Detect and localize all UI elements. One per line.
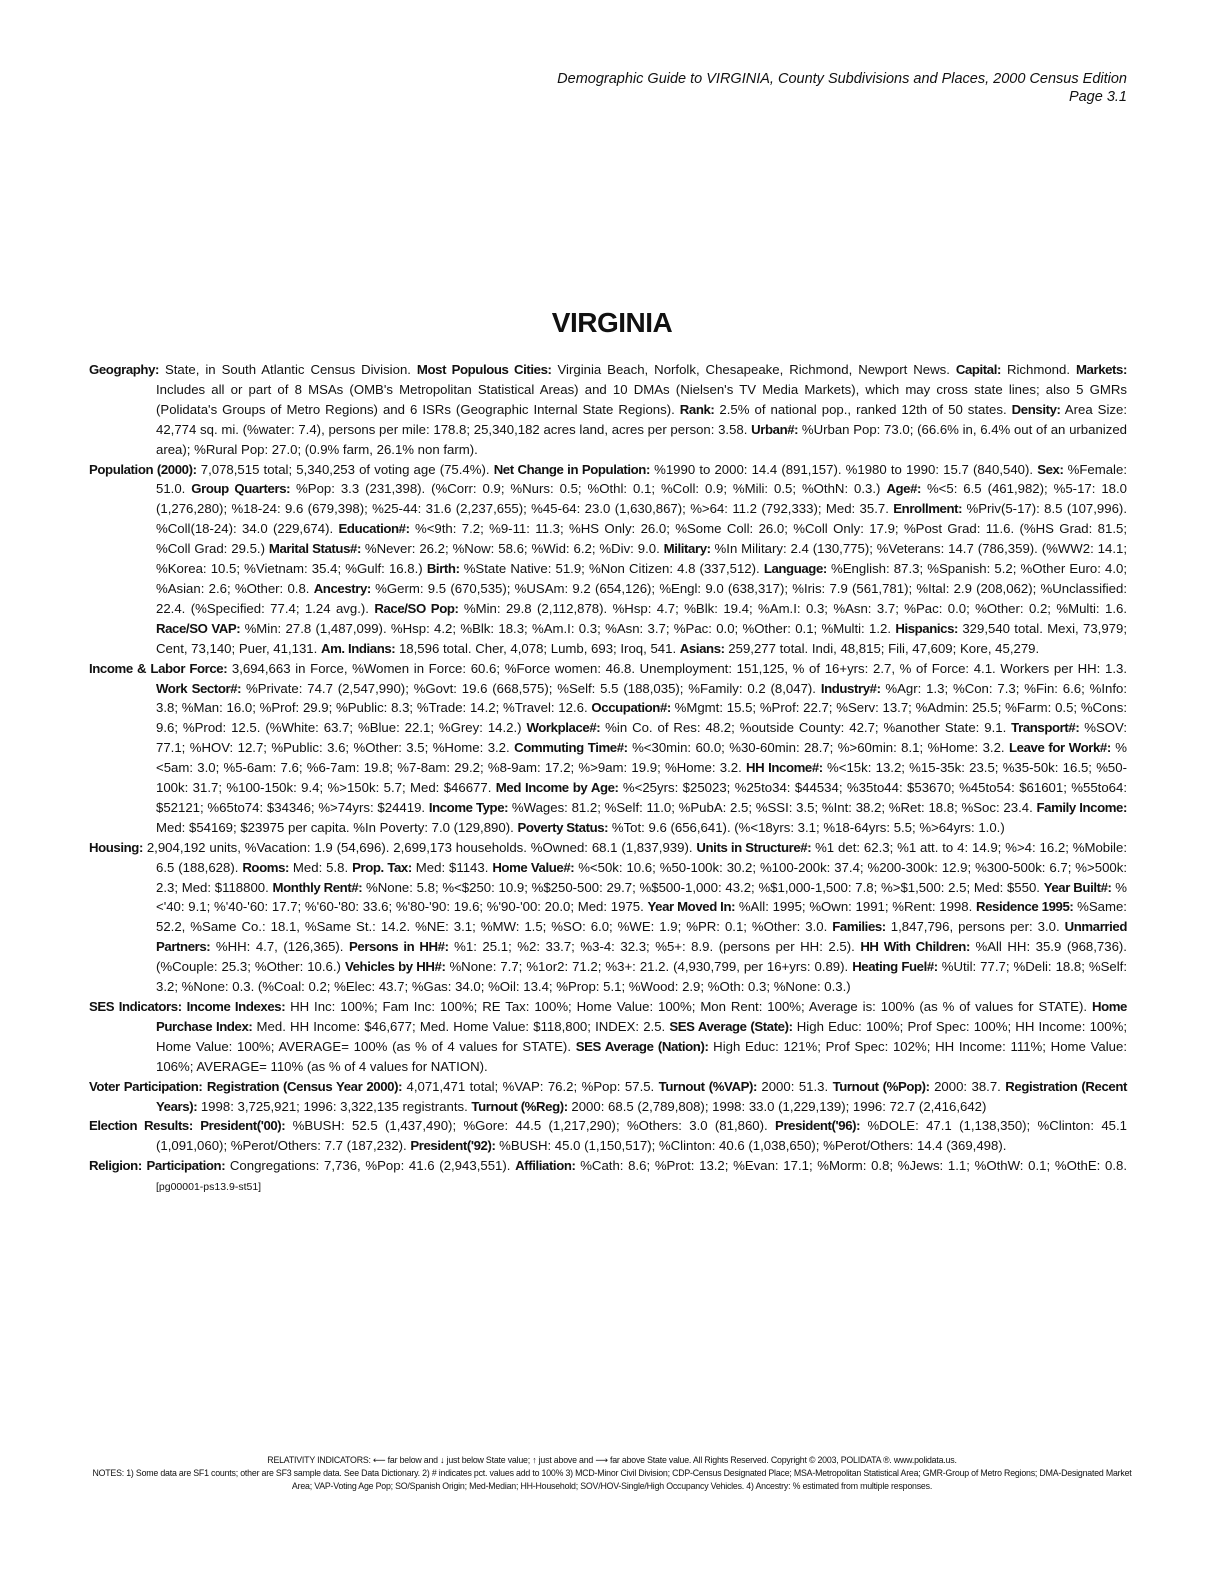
field-label: Persons in HH#: <box>349 939 449 955</box>
field-label: SES Indicators: <box>89 999 182 1014</box>
field-label: Ancestry: <box>313 580 371 596</box>
section-voter <box>89 1077 1127 1117</box>
field-label: Military: <box>663 541 711 557</box>
page-header <box>557 70 1127 106</box>
field-value: 4,071,471 total; %VAP: 76.2; %Pop: 57.5. <box>402 1078 659 1094</box>
field-value: %Never: 26.2; %Now: 58.6; %Wid: 6.2; %Div: 9.0. <box>360 541 664 557</box>
field-value: Virginia Beach, Norfolk, Chesapeake, Richmond, Newport News. <box>551 362 956 377</box>
field-value: %SOV: 77.1; %HOV: 12.7; %Public: 3.6; %Other: 3.5; %Home: 3.2. <box>156 720 1127 756</box>
field-value: %State Native: 51.9; %Non Citizen: 4.8 (337,512). <box>459 561 764 577</box>
field-label: Family Income: <box>1036 799 1127 815</box>
field-value: %1990 to 2000: 14.4 (891,157). %1980 to 1990: 15.7 (840,540). <box>649 461 1038 477</box>
document-title: VIRGINIA <box>551 307 673 338</box>
section-income-labor <box>89 659 1127 838</box>
field-label: Birth: <box>426 561 460 577</box>
field-value: %Pop: 3.3 (231,398). (%Corr: 0.9; %Nurs: 0.5; %Othl: 0.1; %Coll: 0.9; %Mili: 0.5; %OthN: 0.3.) <box>290 481 887 497</box>
field-label: Families: <box>832 919 886 935</box>
field-value: 2,904,192 units, %Vacation: 1.9 (54,696). 2,699,173 households. %Owned: 68.1 (1,837,939). <box>142 839 697 855</box>
field-value: Med: $1143. <box>411 859 493 875</box>
field-value: %Germ: 9.5 (670,535); %USAm: 9.2 (654,126); %Engl: 9.0 (638,317); %Iris: 7.9 (561,781); %Ital: 2.9 (208,062); %Unclassified: 22.4. (%Specified: 77.4; 1.24 avg.). <box>156 580 1127 616</box>
field-value: Area Size: 42,774 sq. mi. (%water: 7.4), persons per mile: 178.8; 25,340,182 acres land, acres per person: 3.58. <box>156 401 1127 437</box>
field-label: Election Results: <box>89 1118 193 1134</box>
field-label: Transport#: <box>1011 720 1080 736</box>
field-label: Race/SO VAP: <box>156 620 241 636</box>
field-label: Year Built#: <box>1043 879 1112 895</box>
field-label: Income Type: <box>428 799 509 815</box>
field-label: Marital Status#: <box>268 541 361 557</box>
field-label: Unmarried Partners: <box>156 919 1128 955</box>
field-value: %HH: 4.7, (126,365). <box>210 939 349 955</box>
field-label: Heating Fuel#: <box>852 959 938 975</box>
field-value: Congregations: 7,736, %Pop: 41.6 (2,943,551). <box>225 1158 516 1174</box>
page-number: Page 3.1 <box>1068 89 1127 105</box>
field-value: State, in South Atlantic Census Division. <box>159 362 417 377</box>
field-label: Home Value#: <box>492 859 575 875</box>
field-label: Residence 1995: <box>975 899 1074 915</box>
field-value: %None: 5.8; %<$250: 10.9; %$250-500: 29.7; %$500-1,000: 43.2; %$1,000-1,500: 7.8; %>$1,500: 2.5; Med: $550. <box>362 879 1044 895</box>
field-value: %Cath: 8.6; %Prot: 13.2; %Evan: 17.1; %Morm: 0.8; %Jews: 1.1; %OthW: 0.1; %OthE: 0.8. <box>575 1158 1127 1174</box>
field-label: Education#: <box>338 521 410 537</box>
field-label: Housing: <box>89 839 143 855</box>
field-label: Workplace#: <box>526 720 601 736</box>
field-label: Units in Structure#: <box>696 839 812 855</box>
field-label: Geography: <box>89 362 160 377</box>
footer-notes: NOTES: 1) Some data are SF1 counts; other are SF3 sample data. See Data Dictionary. 2) # indicates pct. values add to 100% 3) MCD-Minor Civil Division; CDP-Census Designated Place; MSA-Metropolitan Statistical Area; GMR-Group of Metro Regions; DMA-Designated Market Area; VAP-Voting Age Pop; SO/Spanish Origin; Med-Median; HH-Household; SOV/HOV-Single/High Occupancy Vehicles. 4) Ancestry: % estimated from multiple responses. <box>92 1468 1132 1491</box>
section-geography <box>89 360 1127 460</box>
field-value: %Util: 77.7; %Deli: 18.8; %Self: 3.2; %None: 0.3. (%Coal: 0.2; %Elec: 43.7; %Gas: 34.0; %Oil: 13.4; %Prop: 5.1; %Wood: 2.9; %Oth: 0.3; %None: 0.3.) <box>156 959 1127 995</box>
field-label: HH Income#: <box>746 760 823 776</box>
field-label: Participation: <box>146 1158 226 1174</box>
section-housing <box>89 838 1127 997</box>
field-label: Religion: <box>89 1158 142 1174</box>
field-label: President('92): <box>410 1138 496 1154</box>
page-footer <box>90 1454 1134 1493</box>
field-label: Voter Participation: <box>89 1078 203 1094</box>
field-label: Occupation#: <box>591 700 671 716</box>
field-label: Home Purchase Index: <box>156 999 1127 1034</box>
field-label: Poverty Status: <box>517 819 609 835</box>
field-label: Population (2000): <box>89 461 197 477</box>
field-label: SES Average (Nation): <box>575 1038 709 1054</box>
field-value: %Priv(5-17): 8.5 (107,996). %Coll(18-24): 34.0 (229,674). <box>156 501 1127 537</box>
field-label: Registration (Recent Years): <box>156 1078 1127 1114</box>
field-value: 259,277 total. Indi, 48,815; Fili, 47,609; Kore, 45,279. <box>724 640 1040 656</box>
field-value: %Female: 51.0. <box>156 461 1127 497</box>
field-label: Turnout (%Reg): <box>471 1098 568 1114</box>
field-value: %DOLE: 47.1 (1,138,350); %Clinton: 45.1 (1,091,060); %Perot/Others: 7.7 (187,232). <box>156 1118 1127 1154</box>
field-label: President('00): <box>200 1118 286 1134</box>
field-value: %<30min: 60.0; %30-60min: 28.7; %>60min: 8.1; %Home: 3.2. <box>627 740 1009 756</box>
field-value: %Wages: 81.2; %Self: 11.0; %PubA: 2.5; %SSI: 3.5; %Int: 38.2; %Ret: 18.8; %Soc: 23.4. <box>508 799 1037 815</box>
field-label: President('96): <box>775 1118 861 1134</box>
field-value: %BUSH: 45.0 (1,150,517); %Clinton: 40.6 (1,038,650); %Perot/Others: 14.4 (369,498). <box>495 1138 1007 1154</box>
field-label: Density: <box>1011 401 1061 417</box>
field-label: Group Quarters: <box>191 481 291 497</box>
field-label: SES Average (State): <box>669 1018 793 1034</box>
field-label: Sex: <box>1037 461 1064 477</box>
field-value: %Same: 52.2, %Same Co.: 18.1, %Same St.: 14.2. %NE: 3.1; %MW: 1.5; %SO: 6.0; %WE: 1.9; %PR: 0.1; %Other: 3.0. <box>156 899 1127 935</box>
field-label: Year Moved In: <box>647 899 736 915</box>
field-value: %1: 25.1; %2: 33.7; %3-4: 32.3; %5+: 8.9. (persons per HH: 2.5). <box>448 939 861 955</box>
field-value: %<50k: 10.6; %50-100k: 30.2; %100-200k: 37.4; %200-300k: 12.9; %300-500k: 6.7; %>500k: 2.3; Med: $118800. <box>156 859 1127 895</box>
field-label: Race/SO Pop: <box>374 600 459 616</box>
field-label: Registration (Census Year 2000): <box>206 1078 403 1094</box>
field-value: %<15k: 13.2; %15-35k: 23.5; %35-50k: 16.5; %50-100k: 31.7; %100-150k: 9.4; %>150k: 5.7; Med: $46677. <box>156 760 1127 796</box>
field-label: Urban#: <box>751 421 799 437</box>
field-value: %<25yrs: $25023; %25to34: $44534; %35to44: $53670; %45to54: $61601; %55to64: $52121; %65to74: $34346; %>74yrs: $24419. <box>156 780 1127 815</box>
field-value: 1998: 3,725,921; 1996: 3,322,135 registrants. <box>197 1098 472 1114</box>
field-value: %Mgmt: 15.5; %Prof: 22.7; %Serv: 13.7; %Admin: 25.5; %Farm: 0.5; %Cons: 9.6; %Prod: 12.5. (%White: 63.7; %Blue: 22.1; %Grey: 14.2.) <box>156 700 1127 736</box>
section-election <box>89 1116 1127 1156</box>
field-label: Industry#: <box>820 680 881 696</box>
field-label: Monthly Rent#: <box>272 879 363 895</box>
field-value: Includes all or part of 8 MSAs (OMB's Metropolitan Statistical Areas) and 10 DMAs (Nielsen's TV Media Markets), which may cross state lines; also 5 GMRs (Polidata's Groups of Metro Regions) and 6 ISRs (Geographic Internal State Regions). <box>156 381 1127 417</box>
field-value: %<9th: 7.2; %9-11: 11.3; %HS Only: 26.0; %Some Coll: 26.0; %Coll Only: 17.9; %Post Grad: 11.6. (%HS Grad: 81.5; %Coll Grad: 29.5.) <box>156 521 1127 557</box>
field-value: %In Military: 2.4 (130,775); %Veterans: 14.7 (786,359). (%WW2: 14.1; %Korea: 10.5; %Vietnam: 35.4; %Gulf: 16.8.) <box>156 541 1127 577</box>
field-label: Age#: <box>886 481 922 497</box>
field-value: 18,596 total. Cher, 4,078; Lumb, 693; Iroq, 541. <box>395 640 680 656</box>
field-value: 2000: 38.7. <box>929 1078 1006 1094</box>
field-value: Med: $54169; $23975 per capita. %In Poverty: 7.0 (129,890). <box>156 819 518 835</box>
field-label: Markets: <box>1075 362 1127 377</box>
field-label: Turnout (%Pop): <box>832 1078 930 1094</box>
field-label: Income & Labor Force: <box>89 660 228 676</box>
field-label: Language: <box>763 561 827 577</box>
field-label: Med Income by Age: <box>495 780 619 796</box>
field-value: Med: 5.8. <box>289 859 353 875</box>
field-value: %BUSH: 52.5 (1,437,490); %Gore: 44.5 (1,217,290); %Others: 3.0 (81,860). <box>285 1118 776 1134</box>
field-value: HH Inc: 100%; Fam Inc: 100%; RE Tax: 100%; Home Value: 100%; Mon Rent: 100%; Average is: 100% (as % of values for STATE). <box>285 999 1092 1014</box>
field-label: Net Change in Population: <box>493 461 650 477</box>
field-value: %<5: 6.5 (461,982); %5-17: 18.0 (1,276,280); %18-24: 9.6 (679,398); %25-44: 31.6 (2,237,655); %45-64: 23.0 (1,630,867); %>64: 11.2 (792,333); Med: 35.7. <box>156 481 1127 517</box>
field-label: Hispanics: <box>895 620 959 636</box>
field-value: 1,847,796, persons per: 3.0. <box>885 919 1065 935</box>
field-value: High Educ: 100%; Prof Spec: 100%; HH Income: 100%; Home Value: 100%; AVERAGE= 100% (as % of 4 values for STATE). <box>156 1018 1127 1054</box>
field-value: %English: 87.3; %Spanish: 5.2; %Other Euro: 4.0; %Asian: 2.6; %Other: 0.8. <box>156 561 1127 596</box>
field-value: %Private: 74.7 (2,547,990); %Govt: 19.6 (668,575); %Self: 5.5 (188,035); %Family: 0.2 (8,047). <box>241 680 821 696</box>
field-label: Prop. Tax: <box>352 859 412 875</box>
field-value: %Urban Pop: 73.0; (66.6% in, 6.4% out of an urbanized area); %Rural Pop: 27.0; (0.9% farm, 26.1% non farm). <box>156 421 1128 457</box>
field-label: Asians: <box>679 640 725 656</box>
field-value: %Min: 27.8 (1,487,099). %Hsp: 4.2; %Blk: 18.3; %Am.I: 0.3; %Asn: 3.7; %Pac: 0.0; %Other: 0.1; %Multi: 1.2. <box>240 620 896 636</box>
field-label: Most Populous Cities: <box>416 362 552 377</box>
field-value: %Min: 29.8 (2,112,878). %Hsp: 4.7; %Blk: 19.4; %Am.I: 0.3; %Asn: 3.7; %Pac: 0.0; %Other: 0.2; %Multi: 1.6. <box>458 600 1127 616</box>
field-label: HH With Children: <box>860 939 970 955</box>
field-value: %<5am: 3.0; %5-6am: 7.6; %6-7am: 19.8; %7-8am: 29.2; %8-9am: 17.2; %>9am: 19.9; %Home: 3.2. <box>156 740 1127 776</box>
field-value: Med. HH Income: $46,677; Med. Home Value: $118,800; INDEX: 2.5. <box>252 1018 670 1034</box>
field-value: %All: 1995; %Own: 1991; %Rent: 1998. <box>735 899 976 915</box>
field-value: High Educ: 121%; Prof Spec: 102%; HH Income: 111%; Home Value: 106%; AVERAGE= 110% (as % of 4 values for NATION). <box>156 1038 1127 1074</box>
field-value: %Agr: 1.3; %Con: 7.3; %Fin: 6.6; %Info: 3.8; %Man: 16.0; %Prof: 29.9; %Public: 8.3; %Trade: 14.2; %Travel: 12.6. <box>156 680 1127 716</box>
field-value: Richmond. <box>1001 362 1076 377</box>
field-label: Am. Indians: <box>320 640 396 656</box>
field-value: %All HH: 35.9 (968,736). (%Couple: 25.3; %Other: 10.6.) <box>156 939 1127 975</box>
field-label: Turnout (%VAP): <box>658 1078 757 1094</box>
relativity-indicators: RELATIVITY INDICATORS: ⟵ far below and ↓ just below State value; ↑ just above and ⟶ far above State value. All Rights Reserved. Copyright © 2003, POLIDATA ®. www.polidata.us. <box>267 1455 957 1465</box>
section-population <box>89 460 1127 659</box>
field-value: 7,078,515 total; 5,340,253 of voting age (75.4%). <box>196 461 494 477</box>
section-ses <box>89 997 1127 1077</box>
field-value: 329,540 total. Mexi, 73,979; Cent, 73,140; Puer, 41,131. <box>156 620 1128 656</box>
field-label: Enrollment: <box>893 501 963 517</box>
section-religion <box>89 1156 1127 1198</box>
field-label: Leave for Work#: <box>1009 740 1111 756</box>
field-label: Income Indexes: <box>186 999 286 1014</box>
field-value: 2.5% of national pop., ranked 12th of 50 states. <box>714 401 1012 417</box>
field-value: %Tot: 9.6 (656,641). (%<18yrs: 3.1; %18-64yrs: 5.5; %>64yrs: 1.0.) <box>608 819 1005 835</box>
header-title: Demographic Guide to VIRGINIA, County Subdivisions and Places, 2000 Census Edition <box>557 71 1127 87</box>
field-value: 2000: 68.5 (2,789,808); 1998: 33.0 (1,229,139); 1996: 72.7 (2,416,642) <box>567 1098 987 1114</box>
field-value: 3,694,663 in Force, %Women in Force: 60.6; %Force women: 46.8. Unemployment: 151,125, % of 16+yrs: 2.7, % of Force: 4.1. Workers per HH: 1.3. <box>227 660 1127 676</box>
profile-body <box>89 360 1127 1198</box>
page-code: [pg00001-ps13.9-st51] <box>156 1181 262 1194</box>
field-value: 2000: 51.3. <box>756 1078 833 1094</box>
field-label: Rooms: <box>242 859 289 875</box>
field-label: Affiliation: <box>515 1158 576 1174</box>
field-label: Capital: <box>955 362 1001 377</box>
field-label: Rank: <box>679 401 715 417</box>
field-value: %None: 7.7; %1or2: 71.2; %3+: 21.2. (4,930,799, per 16+yrs: 0.89). <box>445 959 853 975</box>
field-label: Vehicles by HH#: <box>344 959 446 975</box>
field-label: Commuting Time#: <box>514 740 628 756</box>
field-value: %<'40: 9.1; %'40-'60: 17.7; %'60-'80: 33.6; %'80-'90: 19.6; %'90-'00: 20.0; Med: 1975. <box>156 879 1127 915</box>
field-label: Work Sector#: <box>156 680 242 696</box>
field-value: %1 det: 62.3; %1 att. to 4: 14.9; %>4: 16.2; %Mobile: 6.5 (188,628). <box>156 839 1127 875</box>
field-value: %in Co. of Res: 48.2; %outside County: 42.7; %another State: 9.1. <box>600 720 1012 736</box>
